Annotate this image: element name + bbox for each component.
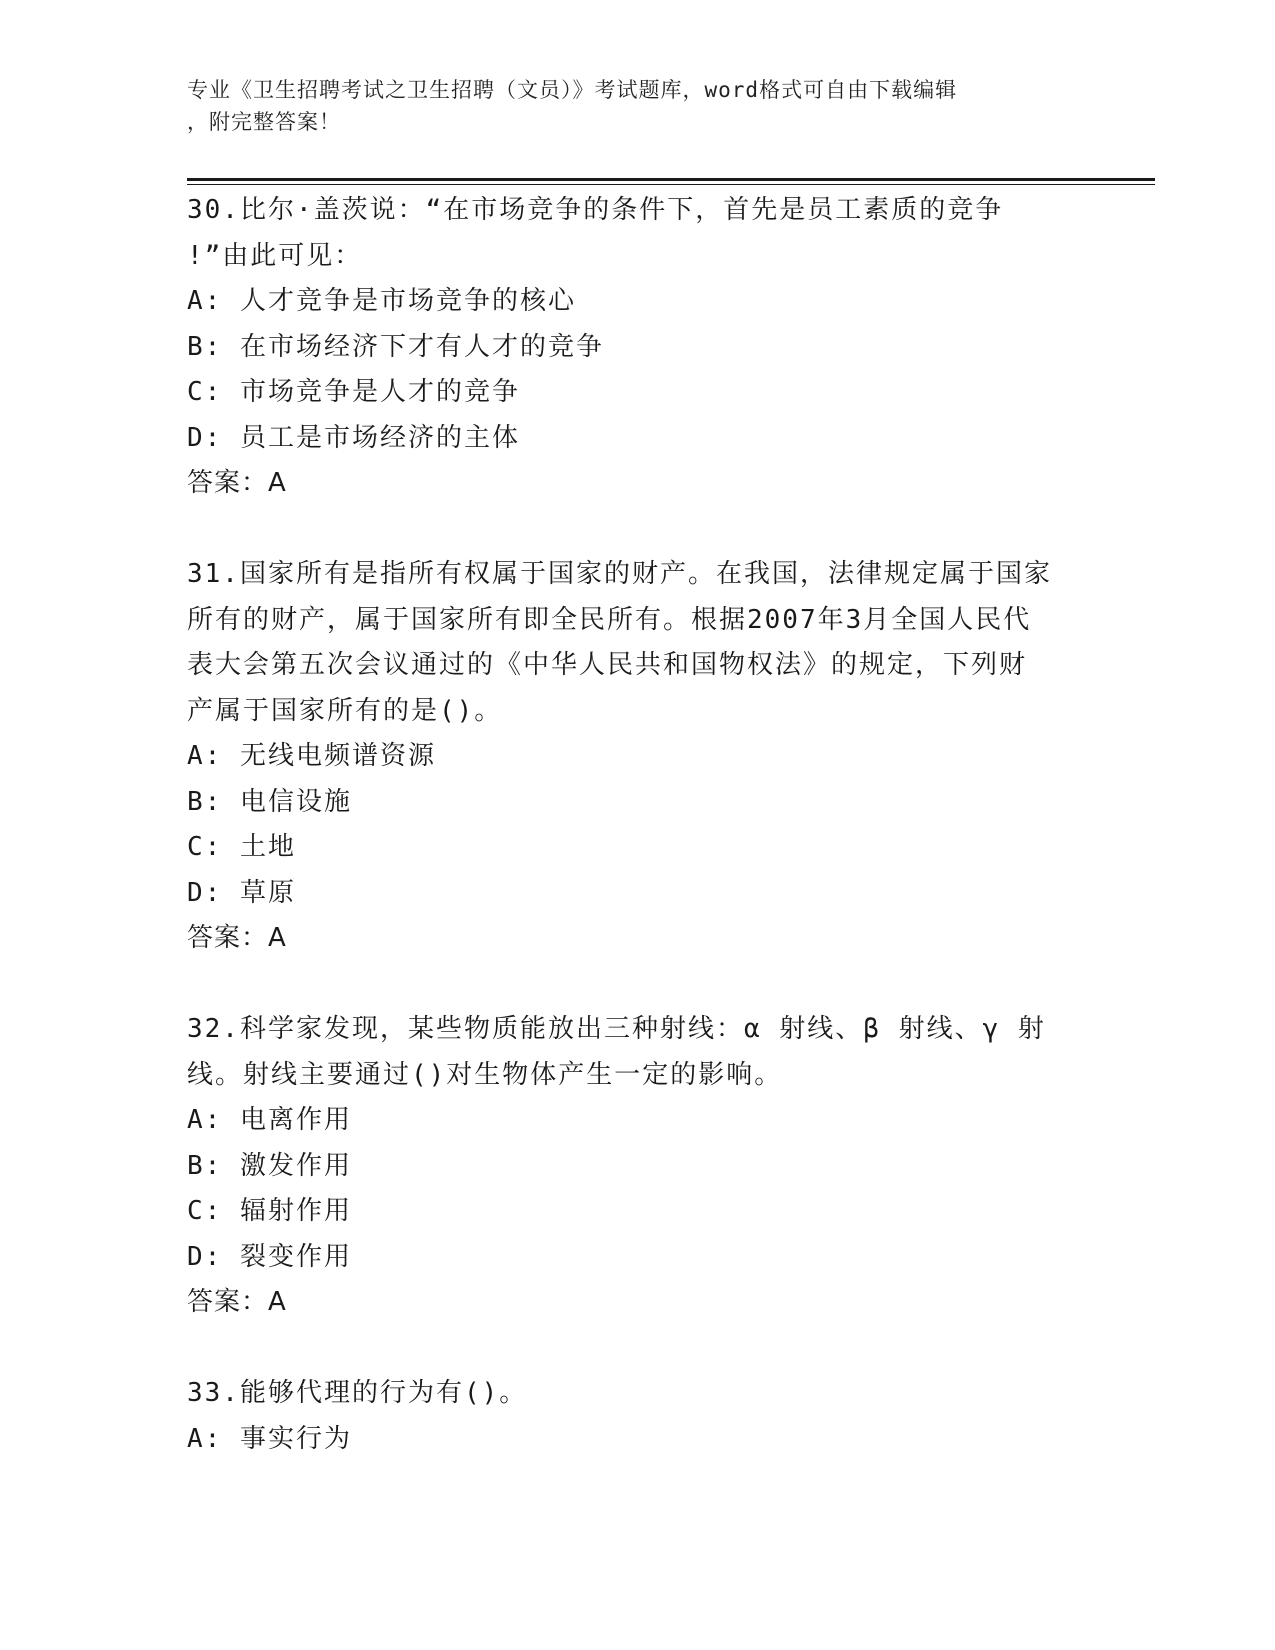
option-d: D: 草原 <box>187 877 296 908</box>
option-c: C: 辐射作用 <box>187 1196 352 1226</box>
question-30 <box>187 188 1087 507</box>
question-33 <box>187 1371 1087 1462</box>
option-a: A: 电离作用 <box>187 1105 352 1135</box>
question-stem-line: 31.国家所有是指所有权属于国家的财产。在我国，法律规定属于国家 <box>187 559 1052 589</box>
option-c: C: 市场竞争是人才的竞争 <box>187 377 520 407</box>
option-b: B: 在市场经济下才有人才的竞争 <box>187 331 604 362</box>
question-stem-line: 所有的财产，属于国家所有即全民所有。根据2007年3月全国人民代 <box>187 604 1032 635</box>
option-a: A: 事实行为 <box>187 1423 352 1454</box>
question-stem-line: !”由此可见： <box>187 240 363 271</box>
option-a: A: 无线电频谱资源 <box>187 741 436 771</box>
question-32 <box>187 1007 1087 1326</box>
option-a: A: 人才竞争是市场竞争的核心 <box>187 286 576 316</box>
header-divider-thick <box>187 178 1155 181</box>
question-stem-line: 33.能够代理的行为有()。 <box>187 1378 528 1408</box>
question-stem-line: 32.科学家发现，某些物质能放出三种射线：α 射线、β 射线、γ 射 <box>187 1014 1046 1044</box>
header-divider-thin <box>187 184 1155 185</box>
answer-line: 答案：A <box>187 923 287 953</box>
header-line: ，附完整答案！ <box>187 110 341 134</box>
header-line: 专业《卫生招聘考试之卫生招聘（文员）》考试题库，word格式可自由下载编辑 <box>187 78 958 102</box>
question-stem-line: 表大会第五次会议通过的《中华人民共和国物权法》的规定，下列财 <box>187 650 1028 680</box>
option-b: B: 激发作用 <box>187 1150 352 1181</box>
question-stem-line: 线。射线主要通过()对生物体产生一定的影响。 <box>187 1059 783 1090</box>
option-d: D: 员工是市场经济的主体 <box>187 422 520 453</box>
option-d: D: 裂变作用 <box>187 1241 352 1272</box>
option-b: B: 电信设施 <box>187 786 352 817</box>
question-list <box>187 188 1087 1508</box>
answer-line: 答案：A <box>187 1287 287 1317</box>
question-31 <box>187 552 1087 962</box>
question-stem-line: 产属于国家所有的是()。 <box>187 695 503 726</box>
option-c: C: 土地 <box>187 832 296 862</box>
question-stem-line: 30.比尔·盖茨说：“在市场竞争的条件下，首先是员工素质的竞争 <box>187 195 1004 225</box>
document-header <box>187 74 1067 138</box>
answer-line: 答案：A <box>187 468 287 498</box>
